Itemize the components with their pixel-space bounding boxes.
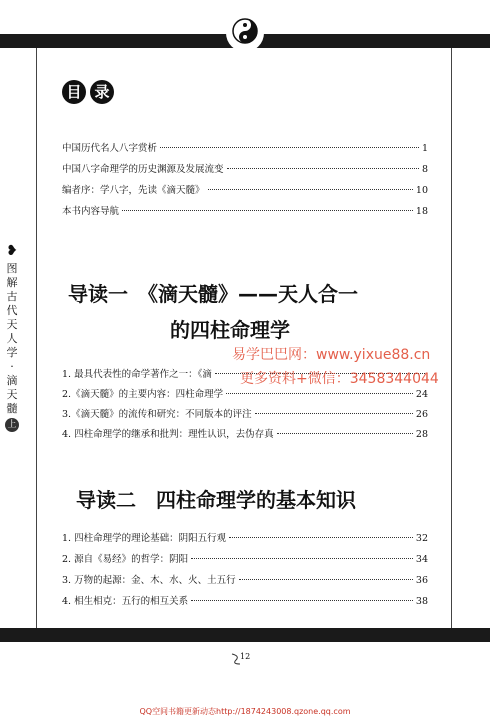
footer-link[interactable]: QQ空间书籍更新动态http://1874243008.qzone.qq.com (139, 707, 351, 716)
toc-leader-dots (208, 189, 413, 190)
toc-leader-dots (227, 168, 419, 169)
toc-leader-dots (255, 413, 413, 414)
toc-entry-title: 2. 源自《易经》的哲学：阴阳 (62, 554, 189, 565)
toc-entry[interactable] (62, 386, 428, 400)
toc-entry[interactable] (62, 572, 428, 586)
toc-entry-page: 38 (415, 596, 428, 607)
toc-entry-title: 1. 四柱命理学的理论基础：阴阳五行观 (62, 533, 227, 544)
toc-leader-dots (226, 393, 413, 394)
section2-heading: 导读二 四柱命理学的基本知识 (76, 488, 356, 512)
toc-entry-page: 10 (415, 185, 428, 196)
toc-leader-dots (277, 433, 413, 434)
toc-entry[interactable] (62, 406, 428, 420)
toc-entry[interactable] (62, 593, 428, 607)
toc-entry-page: 8 (421, 164, 428, 175)
toc-entry-page: 36 (415, 575, 428, 586)
toc-entry[interactable] (62, 530, 428, 544)
section1-heading: 导读一 《滴天髓》——天人合一 (68, 282, 358, 306)
toc-leader-dots (122, 210, 413, 211)
toc-entry-title: 中国八字命理学的历史渊源及发展流变 (62, 164, 224, 175)
toc-entry-title: 3. 万物的起源：金、木、水、火、土五行 (62, 575, 236, 586)
toc-entry-page: 24 (415, 389, 428, 400)
book-title-char: 代 (6, 304, 18, 317)
toc-entry-title: 编者序：学八字，先读《滴天髓》 (62, 185, 205, 196)
toc-entry-title: 中国历代名人八字赏析 (62, 143, 158, 154)
toc-leader-dots (229, 537, 413, 538)
toc-entry[interactable] (62, 551, 428, 565)
toc-entry-page: 34 (415, 554, 428, 565)
toc-leader-dots (160, 147, 419, 148)
toc-entry[interactable] (62, 182, 428, 196)
book-title-char: 学 (6, 346, 18, 359)
section1-heading-cont: 的四柱命理学 (170, 318, 290, 342)
toc-entry[interactable] (62, 140, 428, 154)
toc-entry-title: 4. 相生相克：五行的相互关系 (62, 596, 189, 607)
toc-entry-title: 4. 四柱命理学的继承和批判：理性认识，去伪存真 (62, 429, 274, 440)
yin-yang-icon (232, 18, 258, 44)
toc-entry-title: 3.《滴天髓》的流传和研究：不同版本的评注 (62, 409, 252, 420)
book-title-char: · (10, 360, 14, 373)
toc-entry[interactable] (62, 203, 428, 217)
watermark-line-1: 易学巴巴网：www.yixue88.cn (232, 347, 431, 363)
swirl-icon: ❥ (6, 243, 18, 259)
toc-entry[interactable] (62, 426, 428, 440)
toc-entry[interactable] (62, 161, 428, 175)
toc-leader-dots (239, 579, 413, 580)
book-title-char: 髓 (6, 402, 18, 415)
toc-entry-page: 28 (415, 429, 428, 440)
book-title-char: 天 (6, 318, 18, 331)
watermark-line-2: 更多资料+微信：3458344044 (240, 371, 439, 387)
bottom-bar (0, 628, 490, 642)
book-title-char: 人 (6, 332, 18, 345)
toc-entry-page: 18 (415, 206, 428, 217)
toc-title (62, 80, 114, 104)
page-number: 12 (240, 652, 251, 661)
toc-entry-title: 1. 最具代表性的命学著作之一：《滴 (62, 369, 212, 380)
book-title-char: 图 (6, 262, 18, 275)
book-title-char: 解 (6, 276, 18, 289)
book-title-char: 天 (6, 388, 18, 401)
book-title-char: 古 (6, 290, 18, 303)
toc-leader-dots (191, 558, 413, 559)
toc-title-char: 目 (62, 80, 86, 104)
book-title-vertical (3, 243, 21, 444)
toc-leader-dots (191, 600, 413, 601)
book-title-char: 滴 (6, 374, 18, 387)
toc-entry-page: 1 (421, 143, 428, 154)
toc-title-char: 录 (90, 80, 114, 104)
toc-entry-title: 本书内容导航 (62, 206, 120, 217)
volume-badge: 上册 (5, 418, 19, 432)
toc-entry-page: 26 (415, 409, 428, 420)
toc-entry-page: 32 (415, 533, 428, 544)
toc-entry-title: 2.《滴天髓》的主要内容：四柱命理学 (62, 389, 224, 400)
